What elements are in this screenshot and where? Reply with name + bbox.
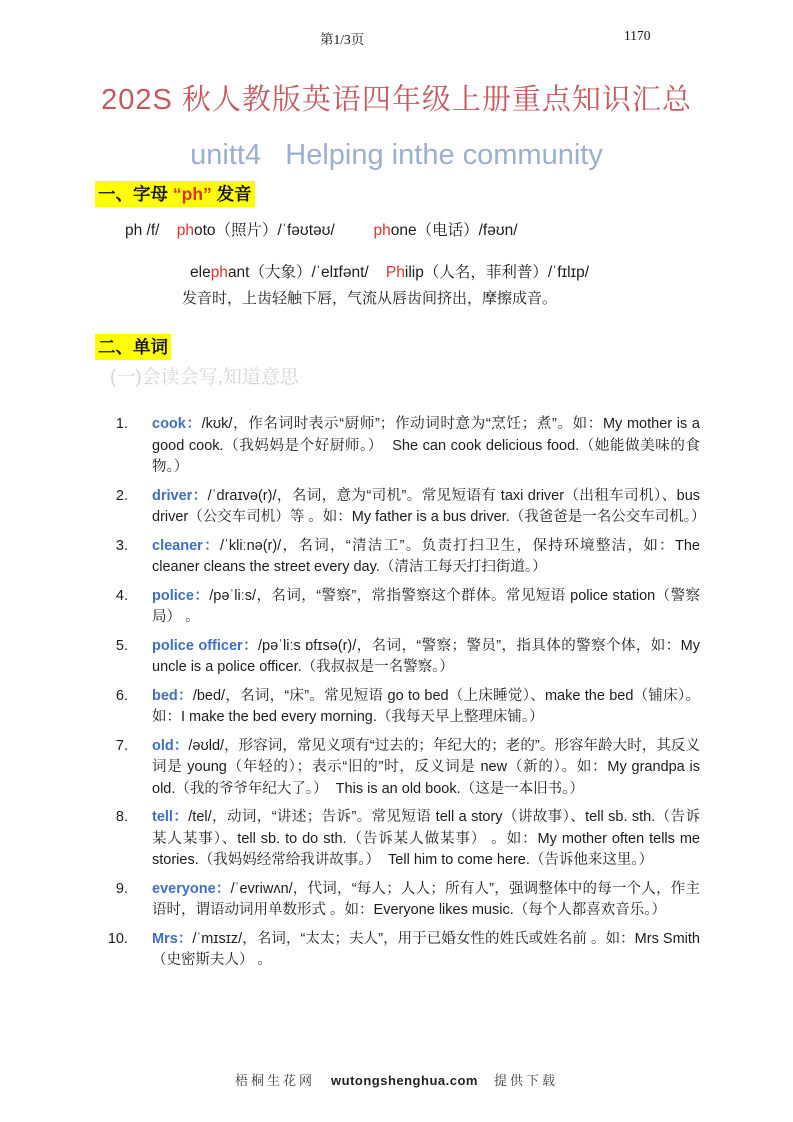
word-list-item [95, 686, 700, 729]
item-body [152, 686, 700, 729]
item-colon: ： [173, 737, 189, 754]
word-list-item [95, 586, 700, 629]
item-colon: ： [242, 637, 259, 654]
item-number: 4. [115, 587, 128, 604]
word-list-item [95, 929, 700, 972]
item-text: /ˈkliːnə(r)/，名词，“清洁工”。负责打扫卫生，保持环境整洁，如：The cleaner cleans the street every day.（清洁工每天打扫街道。） [152, 537, 705, 575]
item-word: everyone [152, 880, 216, 897]
word-list-item [95, 879, 700, 922]
item-word: police officer [152, 637, 243, 654]
item-body [152, 486, 706, 529]
word-list-item [95, 636, 705, 679]
item-body [152, 879, 700, 922]
item-number: 3. [115, 537, 128, 554]
section1-heading [95, 181, 255, 207]
item-body [152, 536, 705, 579]
document-header [0, 28, 793, 48]
phonics-ph-red: Ph [385, 264, 405, 281]
item-colon: ： [185, 416, 202, 432]
footer-tail-text: 提供下载 [493, 1073, 558, 1088]
item-body [152, 586, 700, 629]
word-list-item [95, 807, 705, 872]
item-word: bed [152, 687, 178, 704]
item-text: /kʊk/，作名词时表示“厨师”；作动词时意为“烹饪；煮”。如：My mother is a good cook.（我妈妈是个好厨师。） She can cook delicious food.（她能做美味的食物。） [152, 416, 705, 475]
item-body [152, 636, 705, 679]
word-list [95, 414, 706, 972]
item-colon: ： [177, 930, 193, 947]
phonics-explanation: 发音时，上齿轻触下唇，气流从唇齿间挤出，摩擦成音。 [182, 290, 558, 307]
phonics-line-2 [95, 263, 700, 283]
item-text: /bed/，名词，“床”。常见短语 go to bed（上床睡觉）、make the bed（铺床）。如：I make the bed every morning.（我每天早上整理床铺。） [152, 687, 700, 725]
item-number: 9. [115, 880, 128, 897]
phonics-line-1 [95, 221, 700, 241]
item-body [152, 929, 700, 972]
item-word: Mrs [152, 930, 178, 947]
section2-subheading: (一)会读会写,知道意思 [110, 367, 299, 388]
phonics-segment: oto（照片）/ˈfəʊtəʊ/ [193, 222, 374, 239]
item-word: tell [152, 809, 173, 825]
item-number: 1. [115, 416, 128, 432]
item-colon: ： [177, 687, 193, 704]
heading-part: 发音 [211, 184, 252, 204]
item-text: /tel/，动词，“讲述；告诉”。常见短语 tell a story（讲故事）、tell sb. sth.（告诉某人某事）、tell sb. to do sth.（告诉某人做某事） 。如：My mother often tells me stories.（我妈妈经常给我讲故事。） Tell him to come here.（告诉他来这里。） [152, 809, 705, 868]
item-text: /ˈdraɪvə(r)/，名词，意为“司机”。常见短语有 taxi driver（出租车司机）、bus driver（公交车司机）等 。如：My father is a bus driver.（我爸爸是一名公交车司机。） [152, 487, 706, 525]
item-text: /ˈevriwʌn/，代词，“每人；人人；所有人”，强调整体中的每一个人，作主语时，谓语动词用单数形式 。如：Everyone likes music.（每个人都喜欢音乐。） [152, 880, 700, 918]
phonics-segment: one（电话）/fəʊn/ [390, 222, 518, 239]
item-body [152, 736, 705, 801]
heading-part: 一、字母 [98, 184, 173, 204]
footer-site-name: 梧桐生花网 [235, 1073, 316, 1088]
word-list-item [95, 736, 705, 801]
item-number: 5. [115, 637, 128, 654]
page-subtitle: unitt4 Helping inthe community [190, 139, 603, 171]
phonics-segment: ph /f/ [125, 222, 177, 239]
item-text: /əʊld/，形容词，常见义项有“过去的；年纪大的；老的”。形容年龄大时，其反义词是 young（年轻的）；表示“旧的”时，反义词是 new（新的）。如：My grandpa is old.（我的爷爷年纪大了。） This is an old book.（这是一本旧书。） [152, 737, 705, 797]
phonics-segment: ele [190, 264, 211, 281]
item-word: police [152, 587, 194, 604]
item-body [152, 807, 705, 872]
item-colon: ： [193, 587, 210, 604]
item-colon: ： [172, 809, 189, 825]
document-footer [0, 1070, 793, 1089]
item-text: /ˈmɪsɪz/，名词，“太太；夫人”，用于已婚女性的姓氏或姓名前 。如：Mrs Smith（史密斯夫人） 。 [152, 930, 700, 968]
item-text: /pəˈliːs/，名词，“警察”，常指警察这个群体。常见短语 police station（警察局） 。 [152, 587, 700, 625]
item-word: cook [152, 416, 186, 432]
item-word: old [152, 737, 174, 754]
phonics-ph-red: ph [210, 264, 228, 281]
word-list-item [95, 414, 705, 479]
section2-heading-row [95, 334, 700, 360]
item-word: cleaner [152, 537, 203, 554]
document-body [0, 181, 793, 972]
item-number: 8. [115, 809, 128, 825]
heading-ph-highlight: “ph” [172, 184, 212, 204]
doc-number: 1170 [624, 28, 651, 43]
section1-heading-row [95, 181, 700, 207]
item-colon: ： [202, 537, 220, 554]
item-number: 2. [115, 487, 128, 504]
page-indicator: 第1/3页 [320, 32, 365, 47]
page-title: 202S 秋人教版英语四年级上册重点知识汇总 [101, 84, 692, 116]
section2-heading: 二、单词 [95, 334, 171, 360]
item-text: /pəˈliːs ɒfɪsə(r)/，名词，“警察；警员”，指具体的警察个体，如：My uncle is a police officer.（我叔叔是一名警察。） [152, 637, 705, 675]
item-number: 6. [115, 687, 128, 704]
phonics-segment: ilip（人名，菲利普）/ˈfɪlɪp/ [404, 264, 590, 281]
word-list-item [95, 536, 705, 579]
word-list-item [95, 486, 706, 529]
phonics-segment: ant（大象）/ˈelɪfənt/ [227, 264, 386, 281]
item-number: 7. [115, 737, 128, 754]
item-colon: ： [192, 487, 208, 504]
footer-site-url: wutongshenghua.com [331, 1073, 478, 1088]
phonics-ph-red: ph [176, 222, 194, 239]
item-colon: ： [215, 880, 231, 897]
item-body [152, 414, 705, 479]
phonics-ph-red: ph [373, 222, 391, 239]
item-number: 10. [107, 930, 128, 947]
item-word: driver [152, 487, 193, 504]
